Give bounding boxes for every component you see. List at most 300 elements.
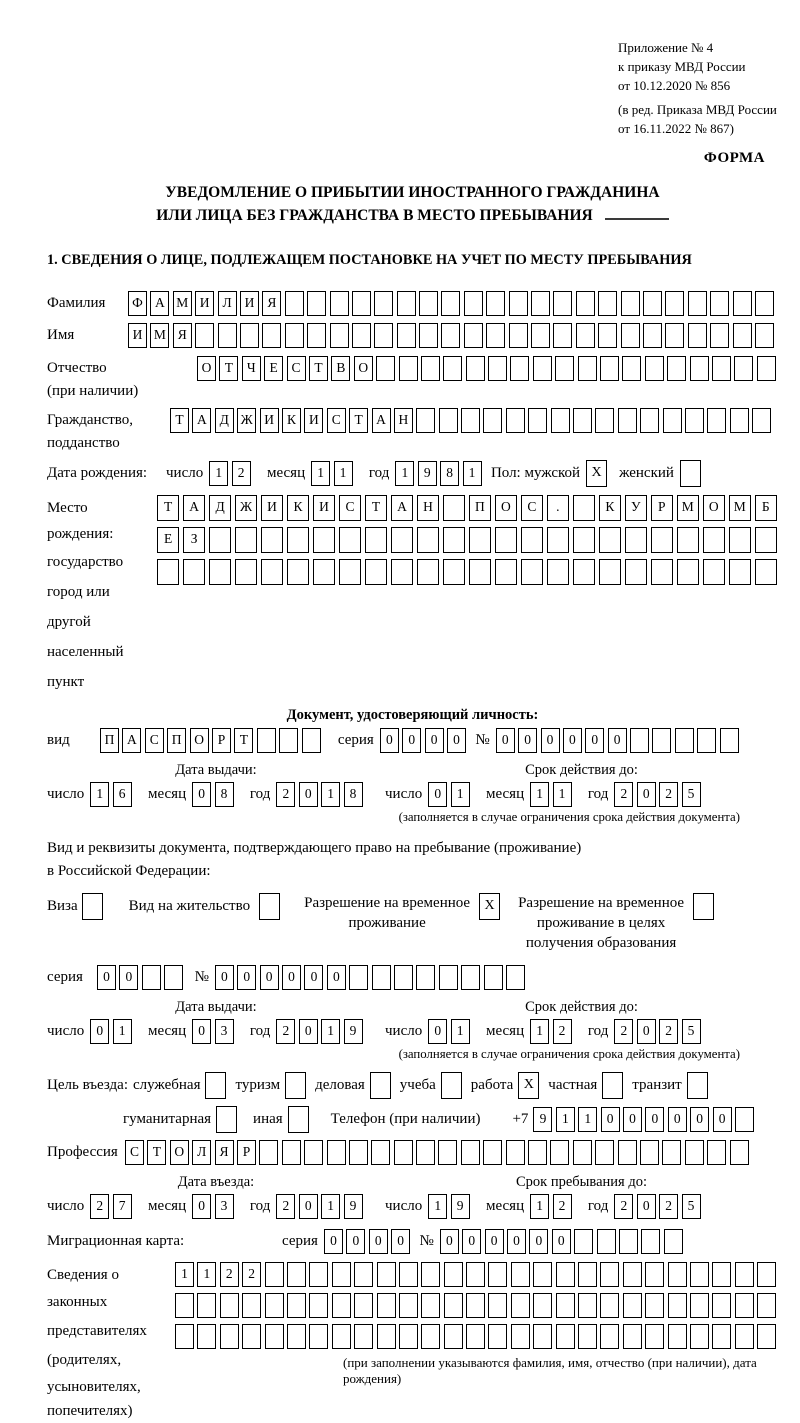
char-cell[interactable]: [707, 408, 726, 433]
char-cell[interactable]: А: [391, 495, 413, 521]
char-cell[interactable]: 9: [418, 461, 437, 486]
char-cell[interactable]: М: [677, 495, 699, 521]
char-cell[interactable]: [511, 1324, 530, 1349]
char-cell[interactable]: [354, 1293, 373, 1318]
char-cell[interactable]: [421, 356, 440, 381]
char-cell[interactable]: 1: [175, 1262, 194, 1287]
char-cell[interactable]: [261, 559, 283, 585]
char-cell[interactable]: Ф: [128, 291, 147, 316]
char-cell[interactable]: [755, 559, 777, 585]
char-cell[interactable]: [506, 408, 525, 433]
char-cell[interactable]: 2: [276, 1019, 295, 1044]
char-cell[interactable]: 1: [463, 461, 482, 486]
char-cell[interactable]: [576, 323, 595, 348]
char-cell[interactable]: [641, 1229, 660, 1254]
char-cell[interactable]: С: [327, 408, 346, 433]
char-cell[interactable]: 2: [276, 782, 295, 807]
char-cell[interactable]: [506, 965, 525, 990]
char-cell[interactable]: 2: [659, 1019, 678, 1044]
char-cell[interactable]: 0: [346, 1229, 365, 1254]
char-cell[interactable]: 0: [623, 1107, 642, 1132]
char-cell[interactable]: 0: [299, 1019, 318, 1044]
char-cell[interactable]: [488, 1262, 507, 1287]
char-cell[interactable]: 0: [425, 728, 444, 753]
char-cell[interactable]: [257, 728, 276, 753]
char-cell[interactable]: Д: [215, 408, 234, 433]
char-cell[interactable]: [509, 323, 528, 348]
char-cell[interactable]: [419, 323, 438, 348]
char-cell[interactable]: [553, 291, 572, 316]
char-cell[interactable]: П: [167, 728, 186, 753]
char-cell[interactable]: [630, 728, 649, 753]
char-cell[interactable]: [578, 1324, 597, 1349]
char-cell[interactable]: [729, 559, 751, 585]
char-cell[interactable]: [729, 527, 751, 553]
char-cell[interactable]: [421, 1262, 440, 1287]
char-cell[interactable]: [733, 323, 752, 348]
char-cell[interactable]: [735, 1293, 754, 1318]
char-cell[interactable]: [640, 408, 659, 433]
char-cell[interactable]: [574, 1229, 593, 1254]
char-cell[interactable]: [573, 559, 595, 585]
char-cell[interactable]: [757, 356, 776, 381]
char-cell[interactable]: [461, 965, 480, 990]
char-cell[interactable]: [265, 1293, 284, 1318]
char-cell[interactable]: Л: [218, 291, 237, 316]
char-cell[interactable]: [573, 408, 592, 433]
char-cell[interactable]: Т: [309, 356, 328, 381]
char-cell[interactable]: Т: [349, 408, 368, 433]
char-cell[interactable]: 0: [496, 728, 515, 753]
char-cell[interactable]: 2: [553, 1019, 572, 1044]
char-cell[interactable]: [313, 559, 335, 585]
char-cell[interactable]: [511, 1262, 530, 1287]
char-cell[interactable]: Р: [237, 1140, 256, 1165]
char-cell[interactable]: И: [261, 495, 283, 521]
char-cell[interactable]: [752, 408, 771, 433]
char-cell[interactable]: [488, 1293, 507, 1318]
purpose-other-checkbox[interactable]: [288, 1106, 309, 1133]
char-cell[interactable]: 0: [304, 965, 323, 990]
char-cell[interactable]: [651, 527, 673, 553]
char-cell[interactable]: С: [125, 1140, 144, 1165]
char-cell[interactable]: [444, 1293, 463, 1318]
char-cell[interactable]: 0: [90, 1019, 109, 1044]
char-cell[interactable]: 2: [220, 1262, 239, 1287]
char-cell[interactable]: [307, 323, 326, 348]
char-cell[interactable]: [510, 356, 529, 381]
char-cell[interactable]: 1: [556, 1107, 575, 1132]
char-cell[interactable]: [339, 559, 361, 585]
char-cell[interactable]: [209, 559, 231, 585]
char-cell[interactable]: [755, 291, 774, 316]
char-cell[interactable]: [622, 356, 641, 381]
char-cell[interactable]: [164, 965, 183, 990]
char-cell[interactable]: 1: [553, 782, 572, 807]
char-cell[interactable]: 0: [299, 782, 318, 807]
char-cell[interactable]: Ч: [242, 356, 261, 381]
char-cell[interactable]: 0: [507, 1229, 526, 1254]
char-cell[interactable]: [533, 1262, 552, 1287]
char-cell[interactable]: С: [339, 495, 361, 521]
char-cell[interactable]: [391, 559, 413, 585]
char-cell[interactable]: [730, 1140, 749, 1165]
char-cell[interactable]: [218, 323, 237, 348]
char-cell[interactable]: [556, 1262, 575, 1287]
char-cell[interactable]: [645, 356, 664, 381]
char-cell[interactable]: [712, 1324, 731, 1349]
char-cell[interactable]: [376, 356, 395, 381]
char-cell[interactable]: Т: [147, 1140, 166, 1165]
char-cell[interactable]: [578, 356, 597, 381]
char-cell[interactable]: [242, 1324, 261, 1349]
char-cell[interactable]: 0: [402, 728, 421, 753]
char-cell[interactable]: [416, 965, 435, 990]
char-cell[interactable]: И: [195, 291, 214, 316]
char-cell[interactable]: [685, 1140, 704, 1165]
char-cell[interactable]: 1: [451, 1019, 470, 1044]
char-cell[interactable]: [662, 1140, 681, 1165]
char-cell[interactable]: [621, 291, 640, 316]
char-cell[interactable]: 1: [530, 1019, 549, 1044]
char-cell[interactable]: [623, 1262, 642, 1287]
char-cell[interactable]: 0: [192, 782, 211, 807]
char-cell[interactable]: Т: [234, 728, 253, 753]
char-cell[interactable]: [733, 291, 752, 316]
char-cell[interactable]: 9: [344, 1019, 363, 1044]
char-cell[interactable]: [285, 291, 304, 316]
char-cell[interactable]: 0: [428, 1019, 447, 1044]
char-cell[interactable]: [645, 1262, 664, 1287]
char-cell[interactable]: [287, 1262, 306, 1287]
char-cell[interactable]: [755, 527, 777, 553]
char-cell[interactable]: [443, 559, 465, 585]
char-cell[interactable]: 8: [344, 782, 363, 807]
char-cell[interactable]: 1: [113, 1019, 132, 1044]
purpose-official-checkbox[interactable]: [205, 1072, 226, 1099]
char-cell[interactable]: [464, 323, 483, 348]
char-cell[interactable]: 0: [237, 965, 256, 990]
char-cell[interactable]: Ж: [235, 495, 257, 521]
char-cell[interactable]: [352, 323, 371, 348]
char-cell[interactable]: [330, 291, 349, 316]
char-cell[interactable]: [195, 323, 214, 348]
char-cell[interactable]: И: [128, 323, 147, 348]
char-cell[interactable]: [495, 559, 517, 585]
char-cell[interactable]: Е: [264, 356, 283, 381]
char-cell[interactable]: А: [192, 408, 211, 433]
purpose-humanitarian-checkbox[interactable]: [216, 1106, 237, 1133]
char-cell[interactable]: [685, 408, 704, 433]
char-cell[interactable]: 0: [299, 1194, 318, 1219]
char-cell[interactable]: [438, 1140, 457, 1165]
char-cell[interactable]: [677, 559, 699, 585]
char-cell[interactable]: [307, 291, 326, 316]
temp-permit-checkbox[interactable]: X: [479, 893, 500, 920]
char-cell[interactable]: Т: [365, 495, 387, 521]
purpose-business-checkbox[interactable]: [370, 1072, 391, 1099]
char-cell[interactable]: [399, 1324, 418, 1349]
char-cell[interactable]: О: [354, 356, 373, 381]
char-cell[interactable]: [652, 728, 671, 753]
char-cell[interactable]: 0: [324, 1229, 343, 1254]
char-cell[interactable]: С: [287, 356, 306, 381]
char-cell[interactable]: Л: [192, 1140, 211, 1165]
char-cell[interactable]: [242, 1293, 261, 1318]
char-cell[interactable]: [439, 965, 458, 990]
char-cell[interactable]: 0: [637, 782, 656, 807]
char-cell[interactable]: [486, 323, 505, 348]
char-cell[interactable]: [663, 408, 682, 433]
char-cell[interactable]: [352, 291, 371, 316]
char-cell[interactable]: [668, 1324, 687, 1349]
char-cell[interactable]: [469, 559, 491, 585]
char-cell[interactable]: 8: [215, 782, 234, 807]
char-cell[interactable]: [313, 527, 335, 553]
char-cell[interactable]: [327, 1140, 346, 1165]
char-cell[interactable]: 0: [668, 1107, 687, 1132]
char-cell[interactable]: И: [260, 408, 279, 433]
char-cell[interactable]: 0: [563, 728, 582, 753]
char-cell[interactable]: [287, 559, 309, 585]
title-blank-underline[interactable]: [605, 205, 669, 220]
char-cell[interactable]: [220, 1324, 239, 1349]
char-cell[interactable]: [556, 1324, 575, 1349]
char-cell[interactable]: [302, 728, 321, 753]
char-cell[interactable]: [464, 291, 483, 316]
char-cell[interactable]: 0: [518, 728, 537, 753]
char-cell[interactable]: [675, 728, 694, 753]
char-cell[interactable]: [600, 1293, 619, 1318]
edu-permit-checkbox[interactable]: [693, 893, 714, 920]
char-cell[interactable]: [547, 527, 569, 553]
char-cell[interactable]: [668, 1262, 687, 1287]
char-cell[interactable]: 3: [215, 1194, 234, 1219]
char-cell[interactable]: [421, 1293, 440, 1318]
char-cell[interactable]: [439, 408, 458, 433]
char-cell[interactable]: О: [170, 1140, 189, 1165]
char-cell[interactable]: [550, 1140, 569, 1165]
char-cell[interactable]: М: [729, 495, 751, 521]
char-cell[interactable]: [621, 323, 640, 348]
char-cell[interactable]: [712, 1293, 731, 1318]
char-cell[interactable]: [399, 1262, 418, 1287]
char-cell[interactable]: 0: [462, 1229, 481, 1254]
char-cell[interactable]: [309, 1324, 328, 1349]
char-cell[interactable]: [374, 323, 393, 348]
char-cell[interactable]: [142, 965, 161, 990]
char-cell[interactable]: [720, 728, 739, 753]
char-cell[interactable]: [416, 408, 435, 433]
char-cell[interactable]: Я: [262, 291, 281, 316]
char-cell[interactable]: [240, 323, 259, 348]
char-cell[interactable]: [578, 1293, 597, 1318]
char-cell[interactable]: 0: [215, 965, 234, 990]
char-cell[interactable]: [330, 323, 349, 348]
char-cell[interactable]: [619, 1229, 638, 1254]
char-cell[interactable]: [573, 1140, 592, 1165]
char-cell[interactable]: [645, 1324, 664, 1349]
char-cell[interactable]: 8: [440, 461, 459, 486]
char-cell[interactable]: [349, 965, 368, 990]
char-cell[interactable]: А: [122, 728, 141, 753]
char-cell[interactable]: [443, 356, 462, 381]
char-cell[interactable]: 5: [682, 1194, 701, 1219]
char-cell[interactable]: [495, 527, 517, 553]
char-cell[interactable]: [354, 1324, 373, 1349]
char-cell[interactable]: [555, 356, 574, 381]
char-cell[interactable]: [556, 1293, 575, 1318]
char-cell[interactable]: Р: [651, 495, 673, 521]
char-cell[interactable]: [339, 527, 361, 553]
char-cell[interactable]: Р: [212, 728, 231, 753]
char-cell[interactable]: [757, 1293, 776, 1318]
purpose-transit-checkbox[interactable]: [687, 1072, 708, 1099]
char-cell[interactable]: 0: [585, 728, 604, 753]
char-cell[interactable]: 2: [232, 461, 251, 486]
char-cell[interactable]: [441, 323, 460, 348]
char-cell[interactable]: 0: [529, 1229, 548, 1254]
char-cell[interactable]: 0: [327, 965, 346, 990]
char-cell[interactable]: [374, 291, 393, 316]
char-cell[interactable]: [643, 291, 662, 316]
char-cell[interactable]: [235, 527, 257, 553]
char-cell[interactable]: 2: [614, 1194, 633, 1219]
char-cell[interactable]: [730, 408, 749, 433]
char-cell[interactable]: [265, 1324, 284, 1349]
char-cell[interactable]: [304, 1140, 323, 1165]
char-cell[interactable]: 1: [209, 461, 228, 486]
char-cell[interactable]: 0: [485, 1229, 504, 1254]
char-cell[interactable]: [667, 356, 686, 381]
char-cell[interactable]: [551, 408, 570, 433]
char-cell[interactable]: 0: [119, 965, 138, 990]
char-cell[interactable]: [600, 1262, 619, 1287]
char-cell[interactable]: [528, 1140, 547, 1165]
char-cell[interactable]: [349, 1140, 368, 1165]
char-cell[interactable]: 2: [659, 782, 678, 807]
char-cell[interactable]: [697, 728, 716, 753]
char-cell[interactable]: 1: [321, 1194, 340, 1219]
char-cell[interactable]: [735, 1107, 754, 1132]
char-cell[interactable]: [595, 1140, 614, 1165]
char-cell[interactable]: [677, 527, 699, 553]
char-cell[interactable]: [443, 495, 465, 521]
char-cell[interactable]: [645, 1293, 664, 1318]
char-cell[interactable]: [597, 1229, 616, 1254]
char-cell[interactable]: [735, 1324, 754, 1349]
char-cell[interactable]: [484, 965, 503, 990]
char-cell[interactable]: [365, 527, 387, 553]
char-cell[interactable]: 0: [608, 728, 627, 753]
char-cell[interactable]: [461, 408, 480, 433]
char-cell[interactable]: [528, 408, 547, 433]
char-cell[interactable]: 2: [242, 1262, 261, 1287]
char-cell[interactable]: [377, 1293, 396, 1318]
char-cell[interactable]: Я: [215, 1140, 234, 1165]
char-cell[interactable]: 1: [321, 782, 340, 807]
char-cell[interactable]: [421, 1324, 440, 1349]
char-cell[interactable]: [469, 527, 491, 553]
char-cell[interactable]: М: [150, 323, 169, 348]
char-cell[interactable]: [531, 323, 550, 348]
residence-permit-checkbox[interactable]: [259, 893, 280, 920]
char-cell[interactable]: И: [304, 408, 323, 433]
char-cell[interactable]: 0: [541, 728, 560, 753]
char-cell[interactable]: [576, 291, 595, 316]
char-cell[interactable]: [279, 728, 298, 753]
char-cell[interactable]: [643, 323, 662, 348]
char-cell[interactable]: [287, 1324, 306, 1349]
purpose-private-checkbox[interactable]: [602, 1072, 623, 1099]
char-cell[interactable]: 0: [440, 1229, 459, 1254]
char-cell[interactable]: 5: [682, 1019, 701, 1044]
char-cell[interactable]: [600, 356, 619, 381]
char-cell[interactable]: 6: [113, 782, 132, 807]
char-cell[interactable]: [533, 1324, 552, 1349]
char-cell[interactable]: 0: [282, 965, 301, 990]
char-cell[interactable]: [690, 1293, 709, 1318]
char-cell[interactable]: [618, 1140, 637, 1165]
char-cell[interactable]: [533, 1293, 552, 1318]
char-cell[interactable]: [377, 1324, 396, 1349]
char-cell[interactable]: [598, 323, 617, 348]
char-cell[interactable]: [599, 527, 621, 553]
char-cell[interactable]: [466, 356, 485, 381]
char-cell[interactable]: [599, 559, 621, 585]
char-cell[interactable]: [394, 1140, 413, 1165]
char-cell[interactable]: [391, 527, 413, 553]
char-cell[interactable]: 2: [614, 1019, 633, 1044]
char-cell[interactable]: 1: [395, 461, 414, 486]
char-cell[interactable]: 0: [552, 1229, 571, 1254]
char-cell[interactable]: [209, 527, 231, 553]
char-cell[interactable]: [397, 291, 416, 316]
char-cell[interactable]: [354, 1262, 373, 1287]
char-cell[interactable]: 0: [601, 1107, 620, 1132]
char-cell[interactable]: [573, 527, 595, 553]
char-cell[interactable]: [197, 1293, 216, 1318]
char-cell[interactable]: [365, 559, 387, 585]
char-cell[interactable]: [262, 323, 281, 348]
char-cell[interactable]: [707, 1140, 726, 1165]
char-cell[interactable]: [618, 408, 637, 433]
char-cell[interactable]: Д: [209, 495, 231, 521]
char-cell[interactable]: [600, 1324, 619, 1349]
char-cell[interactable]: Н: [394, 408, 413, 433]
char-cell[interactable]: [461, 1140, 480, 1165]
char-cell[interactable]: М: [173, 291, 192, 316]
char-cell[interactable]: 0: [645, 1107, 664, 1132]
char-cell[interactable]: [287, 527, 309, 553]
char-cell[interactable]: Т: [157, 495, 179, 521]
char-cell[interactable]: 7: [113, 1194, 132, 1219]
char-cell[interactable]: [175, 1293, 194, 1318]
char-cell[interactable]: [394, 965, 413, 990]
char-cell[interactable]: [265, 1262, 284, 1287]
char-cell[interactable]: 1: [530, 1194, 549, 1219]
char-cell[interactable]: О: [190, 728, 209, 753]
char-cell[interactable]: [688, 291, 707, 316]
char-cell[interactable]: [419, 291, 438, 316]
char-cell[interactable]: 0: [637, 1019, 656, 1044]
char-cell[interactable]: 2: [659, 1194, 678, 1219]
char-cell[interactable]: [703, 527, 725, 553]
char-cell[interactable]: [466, 1293, 485, 1318]
char-cell[interactable]: [332, 1324, 351, 1349]
char-cell[interactable]: С: [145, 728, 164, 753]
char-cell[interactable]: [521, 559, 543, 585]
